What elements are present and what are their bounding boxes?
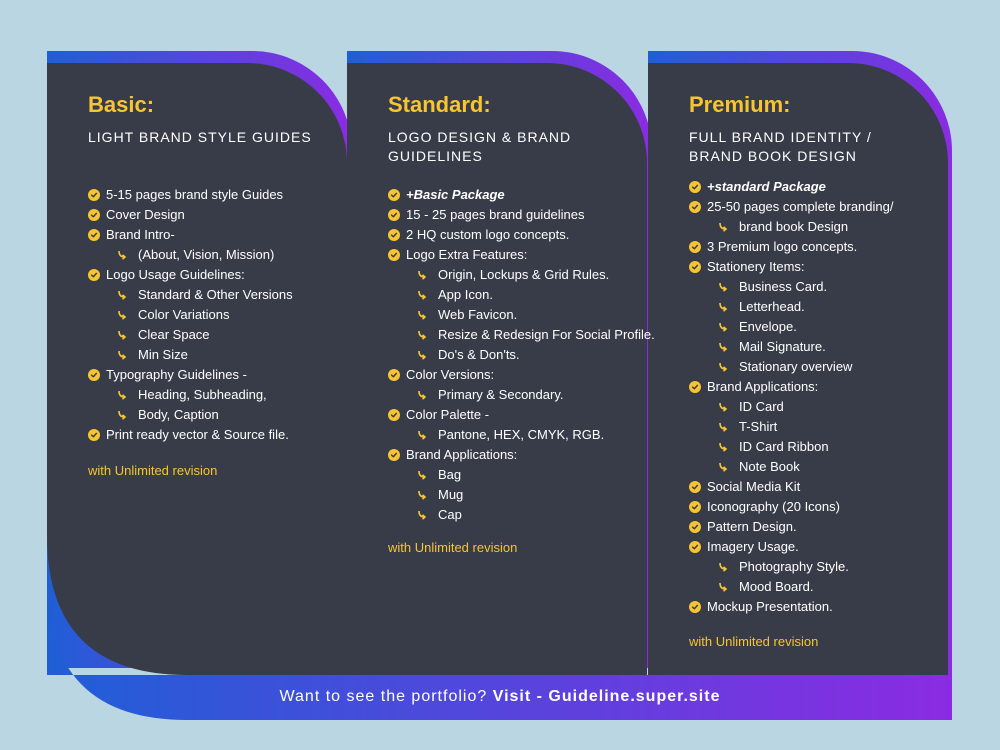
premium-subtitle: FULL BRAND IDENTITY / BRAND BOOK DESIGN [689, 129, 872, 164]
standard-revision-note: with Unlimited revision [388, 540, 518, 555]
feature-text: 5-15 pages brand style Guides [106, 187, 284, 202]
feature-text: +Basic Package [406, 187, 505, 202]
feature-item [88, 365, 293, 385]
feature-text: Clear Space [138, 327, 210, 342]
feature-text: Do's & Don'ts. [438, 347, 520, 362]
check-circle-icon [88, 269, 100, 281]
feature-item [88, 405, 293, 425]
feature-text: ID Card Ribbon [739, 439, 829, 454]
sub-arrow-icon [116, 249, 128, 261]
feature-item [689, 297, 893, 317]
feature-text: App Icon. [438, 287, 493, 302]
feature-item [689, 577, 893, 597]
feature-item [88, 385, 293, 405]
sub-arrow-icon [717, 321, 729, 333]
feature-item [689, 337, 893, 357]
standard-subtitle: LOGO DESIGN & BRAND GUIDELINES [388, 129, 572, 164]
feature-item [388, 185, 655, 205]
feature-text: Body, Caption [138, 407, 219, 422]
feature-text: (About, Vision, Mission) [138, 247, 275, 262]
feature-item [689, 377, 893, 397]
feature-item [388, 365, 655, 385]
feature-text: ID Card [739, 399, 784, 414]
feature-item [388, 205, 655, 225]
feature-item [689, 197, 893, 217]
feature-item [388, 485, 655, 505]
feature-item [388, 285, 655, 305]
feature-text: Origin, Lockups & Grid Rules. [438, 267, 610, 282]
feature-item [689, 597, 893, 617]
basic-title: Basic: [88, 92, 155, 117]
feature-item [388, 245, 655, 265]
feature-item [88, 265, 293, 285]
feature-item [388, 385, 655, 405]
feature-item [388, 225, 655, 245]
premium-title: Premium: [689, 92, 791, 117]
feature-item [689, 257, 893, 277]
sub-arrow-icon [116, 389, 128, 401]
sub-arrow-icon [416, 429, 428, 441]
feature-item [689, 477, 893, 497]
sub-arrow-icon [717, 441, 729, 453]
feature-text: Web Favicon. [438, 307, 518, 322]
feature-text: Letterhead. [739, 299, 805, 314]
feature-text: Mockup Presentation. [707, 599, 833, 614]
feature-text: Typography Guidelines - [106, 367, 247, 382]
sub-arrow-icon [717, 341, 729, 353]
feature-text: Brand Intro- [106, 227, 175, 242]
sub-arrow-icon [416, 329, 428, 341]
feature-item [689, 557, 893, 577]
sub-arrow-icon [416, 269, 428, 281]
feature-item [88, 425, 293, 445]
sub-arrow-icon [717, 461, 729, 473]
feature-text: Color Versions: [406, 367, 495, 382]
feature-text: Heading, Subheading, [138, 387, 267, 402]
feature-item [88, 185, 293, 205]
sub-arrow-icon [416, 349, 428, 361]
feature-text: Photography Style. [739, 559, 849, 574]
sub-arrow-icon [717, 281, 729, 293]
feature-item [388, 265, 655, 285]
premium-revision-note: with Unlimited revision [689, 634, 819, 649]
check-circle-icon [388, 229, 400, 241]
feature-text: Color Palette - [406, 407, 490, 422]
sub-arrow-icon [717, 301, 729, 313]
feature-text: Min Size [138, 347, 188, 362]
check-circle-icon [689, 381, 701, 393]
feature-item [88, 205, 293, 225]
feature-text: Mood Board. [739, 579, 814, 594]
sub-arrow-icon [416, 389, 428, 401]
feature-text: Pattern Design. [707, 519, 797, 534]
feature-item [388, 405, 655, 425]
check-circle-icon [689, 501, 701, 513]
feature-item [689, 457, 893, 477]
sub-arrow-icon [116, 349, 128, 361]
feature-item [689, 397, 893, 417]
feature-text: Imagery Usage. [707, 539, 799, 554]
feature-item [88, 325, 293, 345]
feature-item [388, 465, 655, 485]
feature-item [689, 217, 893, 237]
feature-item [88, 225, 293, 245]
feature-item [689, 497, 893, 517]
feature-item [689, 537, 893, 557]
feature-text: Print ready vector & Source file. [106, 427, 289, 442]
check-circle-icon [388, 209, 400, 221]
feature-text: T-Shirt [739, 419, 778, 434]
feature-text: Stationary overview [739, 359, 853, 374]
feature-text: Iconography (20 Icons) [707, 499, 840, 514]
feature-text: Brand Applications: [707, 379, 819, 394]
check-circle-icon [88, 229, 100, 241]
sub-arrow-icon [717, 581, 729, 593]
sub-arrow-icon [116, 409, 128, 421]
feature-text: 3 Premium logo concepts. [707, 239, 858, 254]
sub-arrow-icon [116, 289, 128, 301]
feature-text: Cover Design [106, 207, 185, 222]
check-circle-icon [689, 181, 701, 193]
sub-arrow-icon [717, 221, 729, 233]
standard-title: Standard: [388, 92, 491, 117]
portfolio-banner [0, 688, 1000, 706]
feature-text: Pantone, HEX, CMYK, RGB. [438, 427, 605, 442]
feature-text: Brand Applications: [406, 447, 518, 462]
feature-text: Color Variations [138, 307, 230, 322]
feature-text: Primary & Secondary. [438, 387, 564, 402]
check-circle-icon [388, 369, 400, 381]
basic-subtitle: LIGHT BRAND STYLE GUIDES [88, 129, 312, 145]
feature-text: Cap [438, 507, 462, 522]
feature-text: 15 - 25 pages brand guidelines [406, 207, 585, 222]
feature-text: Logo Extra Features: [406, 247, 528, 262]
check-circle-icon [388, 409, 400, 421]
feature-item [689, 437, 893, 457]
check-circle-icon [689, 541, 701, 553]
feature-item [388, 305, 655, 325]
sub-arrow-icon [717, 361, 729, 373]
feature-item [388, 425, 655, 445]
feature-text: brand book Design [739, 219, 849, 234]
feature-text: Logo Usage Guidelines: [106, 267, 245, 282]
check-circle-icon [689, 261, 701, 273]
feature-item [689, 417, 893, 437]
check-circle-icon [689, 201, 701, 213]
check-circle-icon [388, 449, 400, 461]
check-circle-icon [88, 189, 100, 201]
sub-arrow-icon [416, 309, 428, 321]
feature-item [88, 245, 293, 265]
feature-text: Note Book [739, 459, 800, 474]
feature-item [689, 177, 893, 197]
feature-item [88, 345, 293, 365]
check-circle-icon [689, 241, 701, 253]
premium-feature-list [689, 177, 893, 617]
feature-item [689, 277, 893, 297]
feature-text: Standard & Other Versions [138, 287, 293, 302]
feature-text: Resize & Redesign For Social Profile. [438, 327, 655, 342]
feature-item [689, 517, 893, 537]
feature-text: Bag [438, 467, 462, 482]
feature-text: Business Card. [739, 279, 828, 294]
sub-arrow-icon [416, 289, 428, 301]
feature-text: Mail Signature. [739, 339, 826, 354]
feature-item [388, 325, 655, 345]
feature-text: 25-50 pages complete branding/ [707, 199, 894, 214]
feature-item [388, 505, 655, 525]
feature-text: Social Media Kit [707, 479, 801, 494]
sub-arrow-icon [717, 561, 729, 573]
sub-arrow-icon [416, 469, 428, 481]
check-circle-icon [689, 601, 701, 613]
basic-revision-note: with Unlimited revision [88, 463, 218, 478]
sub-arrow-icon [416, 489, 428, 501]
sub-arrow-icon [717, 421, 729, 433]
portfolio-prompt: Want to see the portfolio? [279, 688, 488, 705]
feature-text: Stationery Items: [707, 259, 805, 274]
standard-feature-list [388, 185, 655, 525]
check-circle-icon [88, 369, 100, 381]
sub-arrow-icon [116, 329, 128, 341]
feature-item [689, 317, 893, 337]
feature-text: +standard Package [707, 179, 826, 194]
feature-item [388, 445, 655, 465]
sub-arrow-icon [116, 309, 128, 321]
check-circle-icon [689, 481, 701, 493]
check-circle-icon [388, 249, 400, 261]
basic-feature-list [88, 185, 293, 445]
check-circle-icon [689, 521, 701, 533]
feature-item [88, 285, 293, 305]
feature-item [689, 357, 893, 377]
check-circle-icon [388, 189, 400, 201]
feature-item [388, 345, 655, 365]
feature-text: Mug [438, 487, 464, 502]
sub-arrow-icon [416, 509, 428, 521]
feature-item [88, 305, 293, 325]
check-circle-icon [88, 209, 100, 221]
feature-text: Envelope. [739, 319, 797, 334]
sub-arrow-icon [717, 401, 729, 413]
portfolio-link[interactable]: Visit - Guideline.super.site [492, 688, 721, 705]
feature-item [689, 237, 893, 257]
check-circle-icon [88, 429, 100, 441]
feature-text: 2 HQ custom logo concepts. [406, 227, 570, 242]
